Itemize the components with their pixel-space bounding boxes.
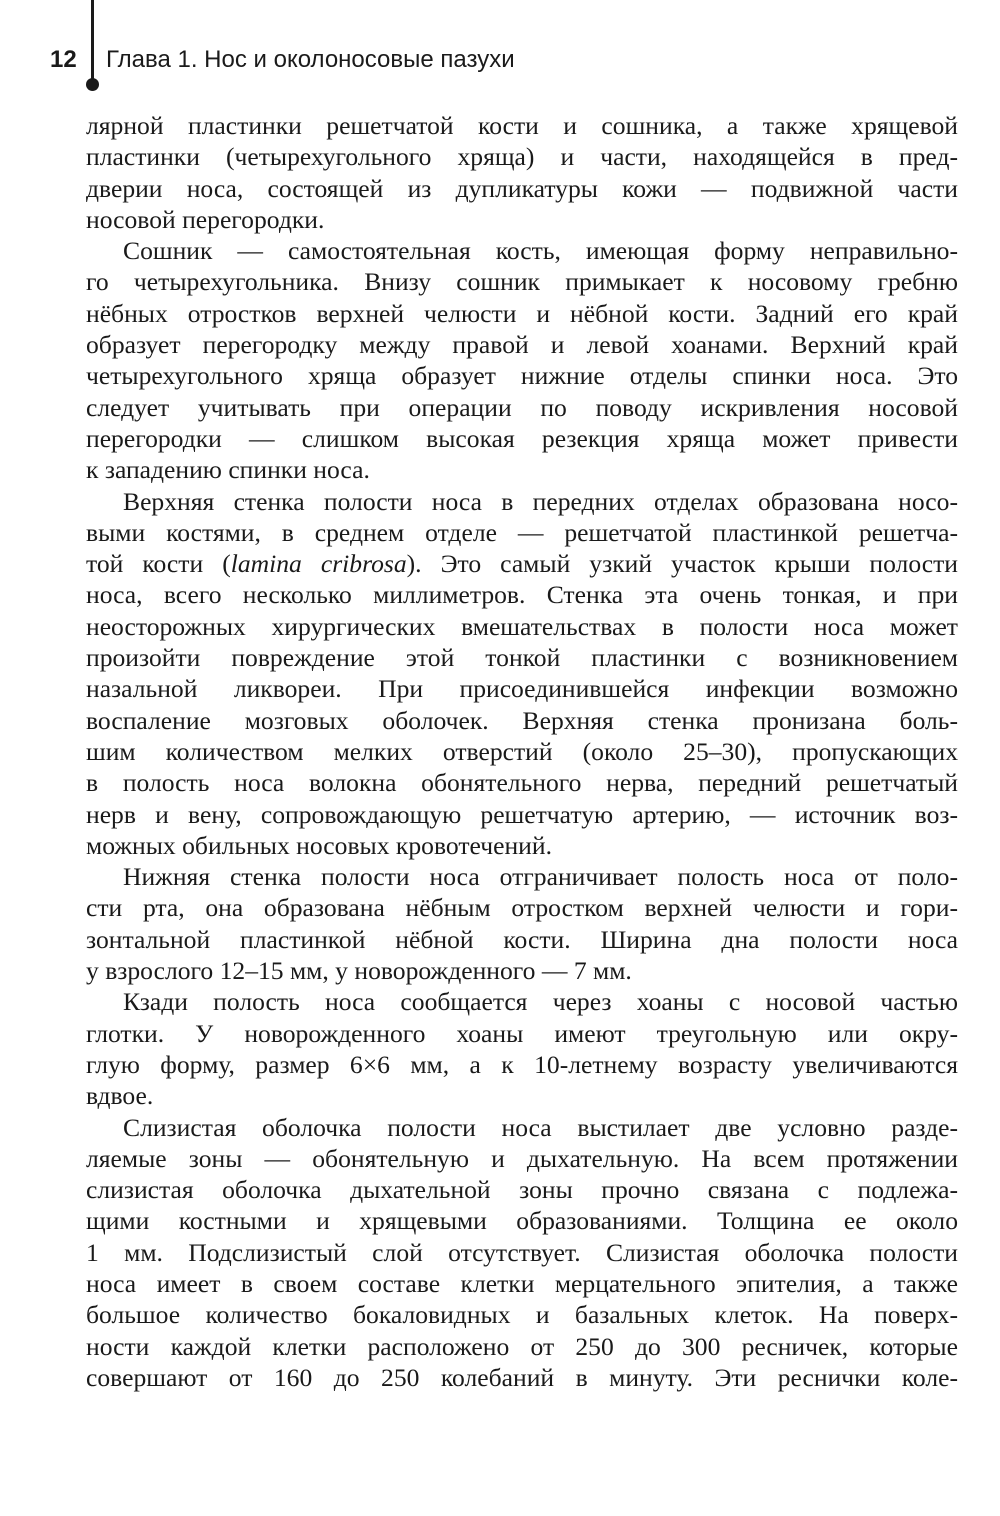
text-line: нёбных отростков верхней челюсти и нёбной кости. Задний его край [86, 298, 958, 328]
text-line: сти рта, она образована нёбным отростком верхней челюсти и гори- [86, 893, 958, 923]
chapter-title: Глава 1. Нос и околоносовые пазухи [106, 46, 515, 73]
text-line: дверии носа, состоящей из дупликатуры кожи — подвижной части [86, 173, 958, 203]
text-line: Нижняя стенка полости носа отграничивает полость носа от поло- [123, 862, 958, 892]
text-line: образует перегородку между правой и левой хоанами. Верхний край [86, 330, 958, 360]
header-vertical-rule [91, 0, 94, 84]
paragraph-5 [86, 986, 958, 1111]
text-line: 1 мм. Подслизистый слой отсутствует. Слизистая оболочка полости [86, 1237, 958, 1267]
text-line: глотки. У новорожденного хоаны имеют треугольную или окру- [86, 1018, 958, 1048]
text-line: в полость носа волокна обонятельного нерва, передний решетчатый [86, 768, 958, 798]
text-line: зонтальной пластинкой нёбной кости. Ширина дна полости носа [86, 924, 958, 954]
paragraph-2 [86, 235, 958, 485]
header-bullet-dot [86, 78, 99, 91]
page-body [86, 110, 958, 1393]
page-number: 12 [50, 46, 77, 73]
text-line: Кзади полость носа сообщается через хоаны с носовой частью [123, 987, 958, 1017]
text-line: большое количество бокаловидных и базальных клеток. На поверх- [86, 1300, 958, 1330]
text-line: нерв и вену, сопровождающую решетчатую артерию, — источник воз- [86, 799, 958, 829]
paragraph-1 [86, 110, 958, 235]
paragraph-4 [86, 861, 958, 986]
text-run: той кости ( [86, 549, 231, 579]
text-line: следует учитывать при операции по поводу искривления носовой [86, 392, 958, 422]
text-line: совершают от 160 до 250 колебаний в минуту. Эти реснички коле- [86, 1362, 958, 1392]
text-line: пластинки (четырехугольного хряща) и части, находящейся в пред- [86, 142, 958, 172]
text-line: шим количеством мелких отверстий (около 25–30), пропускающих [86, 736, 958, 766]
text-line: воспаление мозговых оболочек. Верхняя стенка пронизана боль- [86, 705, 958, 735]
text-line: носовой перегородки. [86, 204, 325, 234]
text-line: носа имеет в своем составе клетки мерцательного эпителия, а также [86, 1268, 958, 1298]
text-line: назальной ликвореи. При присоединившейся инфекции возможно [86, 674, 958, 704]
text-line: вдвое. [86, 1081, 154, 1111]
text-line: Верхняя стенка полости носа в передних отделах образована носо- [123, 486, 958, 516]
latin-term: lamina cribrosa [230, 549, 407, 579]
text-line: носа, всего несколько миллиметров. Стенка эта очень тонкая, и при [86, 580, 958, 610]
text-line: Слизистая оболочка полости носа выстилает две условно разде- [123, 1112, 958, 1142]
text-line: у взрослого 12–15 мм, у новорожденного — 7 мм. [86, 956, 632, 986]
text-line: перегородки — слишком высокая резекция хряща может привести [86, 423, 958, 453]
text-line: выми костями, в среднем отделе — решетчатой пластинкой решетча- [86, 517, 958, 547]
text-line: можных обильных носовых кровотечений. [86, 830, 552, 860]
text-line: слизистая оболочка дыхательной зоны прочно связана с подлежа- [86, 1175, 958, 1205]
paragraph-6 [86, 1112, 958, 1394]
running-header [50, 38, 950, 82]
text-line-mixed [86, 548, 958, 579]
text-line: Сошник — самостоятельная кость, имеющая форму неправильно- [123, 236, 958, 266]
text-line: четырехугольного хряща образует нижние отделы спинки носа. Это [86, 361, 958, 391]
text-line: неосторожных хирургических вмешательствах в полости носа может [86, 611, 958, 641]
text-line: го четырехугольника. Внизу сошник примыкает к носовому гребню [86, 267, 958, 297]
text-line: глую форму, размер 6×6 мм, а к 10-летнему возрасту увеличиваются [86, 1049, 958, 1079]
text-run: ). Это самый узкий участок крыши полости [406, 549, 958, 579]
text-line: к западению спинки носа. [86, 455, 370, 485]
text-line: ности каждой клетки расположено от 250 до 300 ресничек, которые [86, 1331, 958, 1361]
text-line: произойти повреждение этой тонкой пластинки с возникновением [86, 643, 958, 673]
text-line: щими костными и хрящевыми образованиями. Толщина ее около [86, 1206, 958, 1236]
paragraph-3 [86, 486, 958, 862]
text-line: лярной пластинки решетчатой кости и сошника, а также хрящевой [86, 111, 958, 140]
text-line: ляемые зоны — обонятельную и дыхательную. На всем протяжении [86, 1143, 958, 1173]
